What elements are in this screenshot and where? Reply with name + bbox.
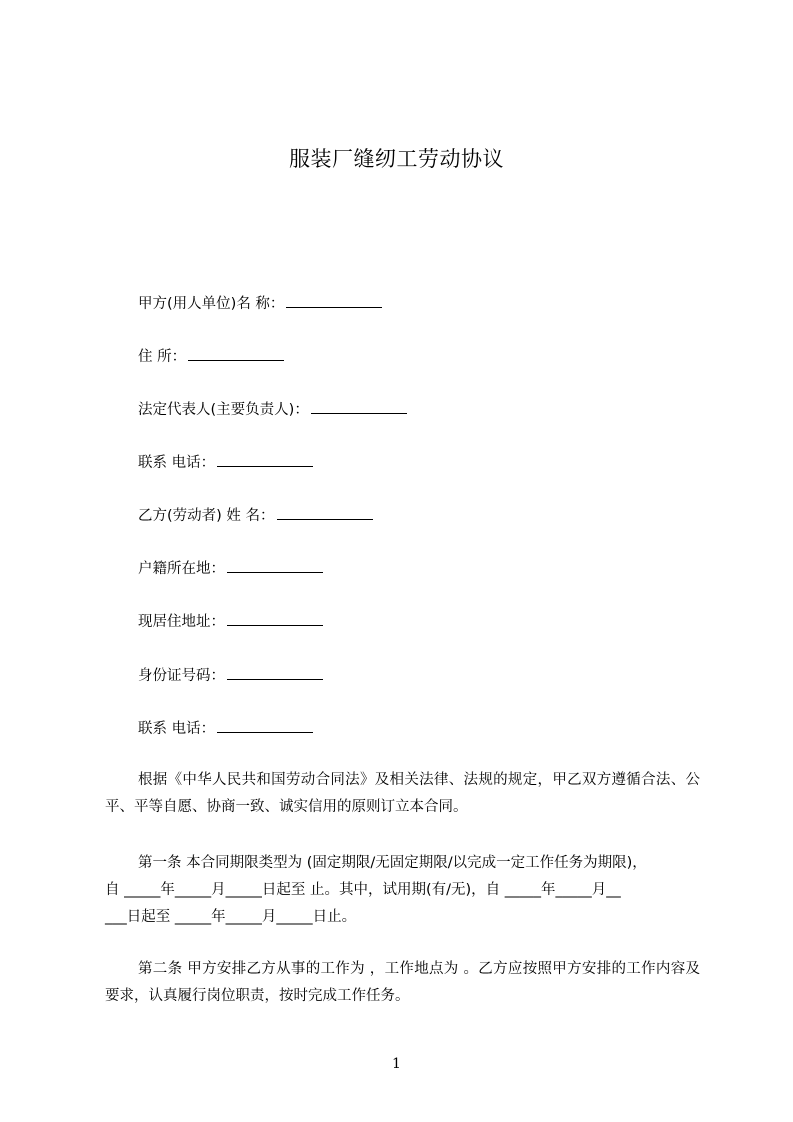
- field-label: 住 所：: [138, 349, 187, 365]
- field-employee-phone: [138, 717, 313, 738]
- field-label: 甲方(用人单位)名 称：: [138, 296, 285, 312]
- field-legal-representative: [138, 398, 407, 419]
- field-label: 现居住地址：: [138, 614, 225, 630]
- fill-in-blank: [227, 613, 323, 626]
- article-2-paragraph: 第二条 甲方安排乙方从事的工作为 ，工作地点为 。乙方应按照甲方安排的工作内容及要求，认真履行岗位职责，按时完成工作任务。: [105, 961, 700, 1004]
- field-label: 身份证号码：: [138, 668, 225, 684]
- field-label: 法定代表人(主要负责人)：: [138, 402, 309, 418]
- field-id-number: [138, 664, 323, 685]
- field-current-address: [138, 610, 323, 631]
- field-label: 联系 电话：: [138, 721, 216, 737]
- fill-in-blank: [277, 507, 373, 520]
- fill-in-blank: [188, 348, 284, 361]
- field-employer-phone: [138, 451, 313, 472]
- field-employee-name: [138, 504, 373, 525]
- preamble-paragraph: 根据《中华人民共和国劳动合同法》及相关法律、法规的规定，甲乙双方遵循合法、公平、平等自愿、协商一致、诚实信用的原则订立本合同。: [105, 772, 700, 815]
- field-employer-name: [138, 292, 382, 313]
- fill-in-blank: [217, 454, 313, 467]
- field-label: 乙方(劳动者) 姓 名：: [138, 508, 275, 524]
- field-label: 户籍所在地：: [138, 561, 225, 577]
- fill-in-blank: [227, 560, 323, 573]
- field-label: 联系 电话：: [138, 455, 216, 471]
- fill-in-blank: [227, 667, 323, 680]
- field-household-registration: [138, 557, 323, 578]
- article-1-line-1: 第一条 本合同期限类型为 (固定期限/无固定期限/以完成一定工作任务为期限)，: [138, 855, 647, 871]
- article-1-line-2: 自 _____年_____月_____日起至 止。其中，试用期(有/无)，自 _____年_____月__: [105, 882, 621, 898]
- page-number: 1: [392, 1056, 401, 1072]
- document-title: 服装厂缝纫工劳动协议: [289, 147, 504, 171]
- field-employer-address: [138, 345, 284, 366]
- fill-in-blank: [286, 295, 382, 308]
- fill-in-blank: [217, 720, 313, 733]
- article-1-line-3: ___日起至 _____年_____月_____日止。: [105, 909, 357, 925]
- fill-in-blank: [311, 401, 407, 414]
